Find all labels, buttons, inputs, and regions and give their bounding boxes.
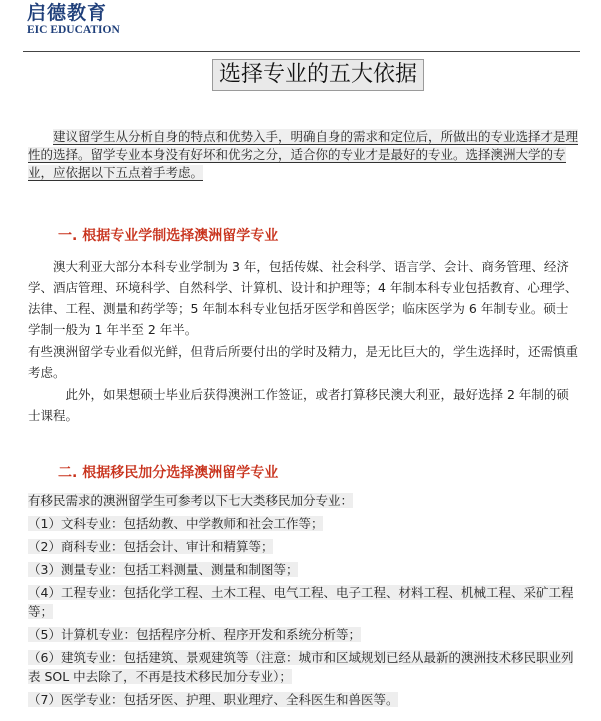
list-item	[28, 625, 584, 644]
list-item	[28, 560, 584, 579]
section1-paragraph-3: 此外，如果想硕士毕业后获得澳洲工作签证，或者打算移民澳大利亚，最好选择 2 年制的硕士课程。	[28, 387, 569, 423]
list-item-text: （2）商科专业：包括会计、审计和精算等；	[28, 539, 274, 554]
list-item	[28, 690, 584, 709]
section2-heading: 二. 根据移民加分选择澳洲留学专业	[58, 465, 279, 481]
logo-english-text: EIC EDUCATION	[27, 24, 120, 36]
intro-text: 建议留学生从分析自身的特点和优势入手，明确自身的需求和定位后，所做出的专业选择才是理性的选择。留学专业本身没有好坏和优劣之分，适合你的专业才是最好的专业。选择澳洲大学的专业，应依据以下五点着手考虑。	[28, 129, 579, 180]
list-item-text: （7）医学专业：包括牙医、护理、职业理疗、全科医生和兽医等。	[28, 692, 399, 707]
list-item	[28, 648, 584, 686]
list-item-text: （1）文科专业：包括幼教、中学教师和社会工作等；	[28, 516, 324, 531]
section1-paragraph-2: 有些澳洲留学专业看似光鲜，但背后所要付出的学时及精力，是无比巨大的，学生选择时，还需慎重考虑。	[28, 344, 579, 380]
list-item	[28, 514, 584, 533]
list-item	[28, 537, 584, 556]
intro-paragraph	[28, 128, 580, 182]
section1-heading: 一. 根据专业学制选择澳洲留学专业	[58, 228, 279, 244]
section2-list	[28, 491, 584, 713]
list-item-text: （4）工程专业：包括化学工程、土木工程、电气工程、电子工程、材料工程、机械工程、采矿工程等；	[28, 585, 574, 619]
section2-lead-text: 有移民需求的澳洲留学生可参考以下七大类移民加分专业：	[28, 493, 354, 508]
header-divider	[23, 51, 580, 52]
list-item-text: （6）建筑专业：包括建筑、景观建筑等（注意：城市和区域规划已经从最新的澳洲技术移民职业列表 SOL 中去除了，不再是技术移民加分专业）；	[28, 650, 574, 684]
logo	[27, 2, 127, 37]
list-item	[28, 583, 584, 621]
logo-chinese-text: 启德教育	[27, 2, 108, 24]
page-title: 选择专业的五大依据	[212, 59, 424, 91]
list-item-text: （5）计算机专业：包括程序分析、程序开发和系统分析等；	[28, 627, 361, 642]
section1-paragraph-1: 澳大利亚大部分本科专业学制为 3 年，包括传媒、社会科学、语言学、会计、商务管理、经济学、酒店管理、环境科学、自然科学、计算机、设计和护理等；4 年制本科专业包括教育、心理学、法律、工程、测量和药学等；5 年制本科专业包括牙医学和兽医学；临床医学为 6 年制专业。硕士学制一般为 1 年半至 2 年半。	[28, 259, 578, 337]
list-item-text: （3）测量专业：包括工料测量、测量和制图等；	[28, 562, 299, 577]
section2-lead	[28, 491, 584, 510]
